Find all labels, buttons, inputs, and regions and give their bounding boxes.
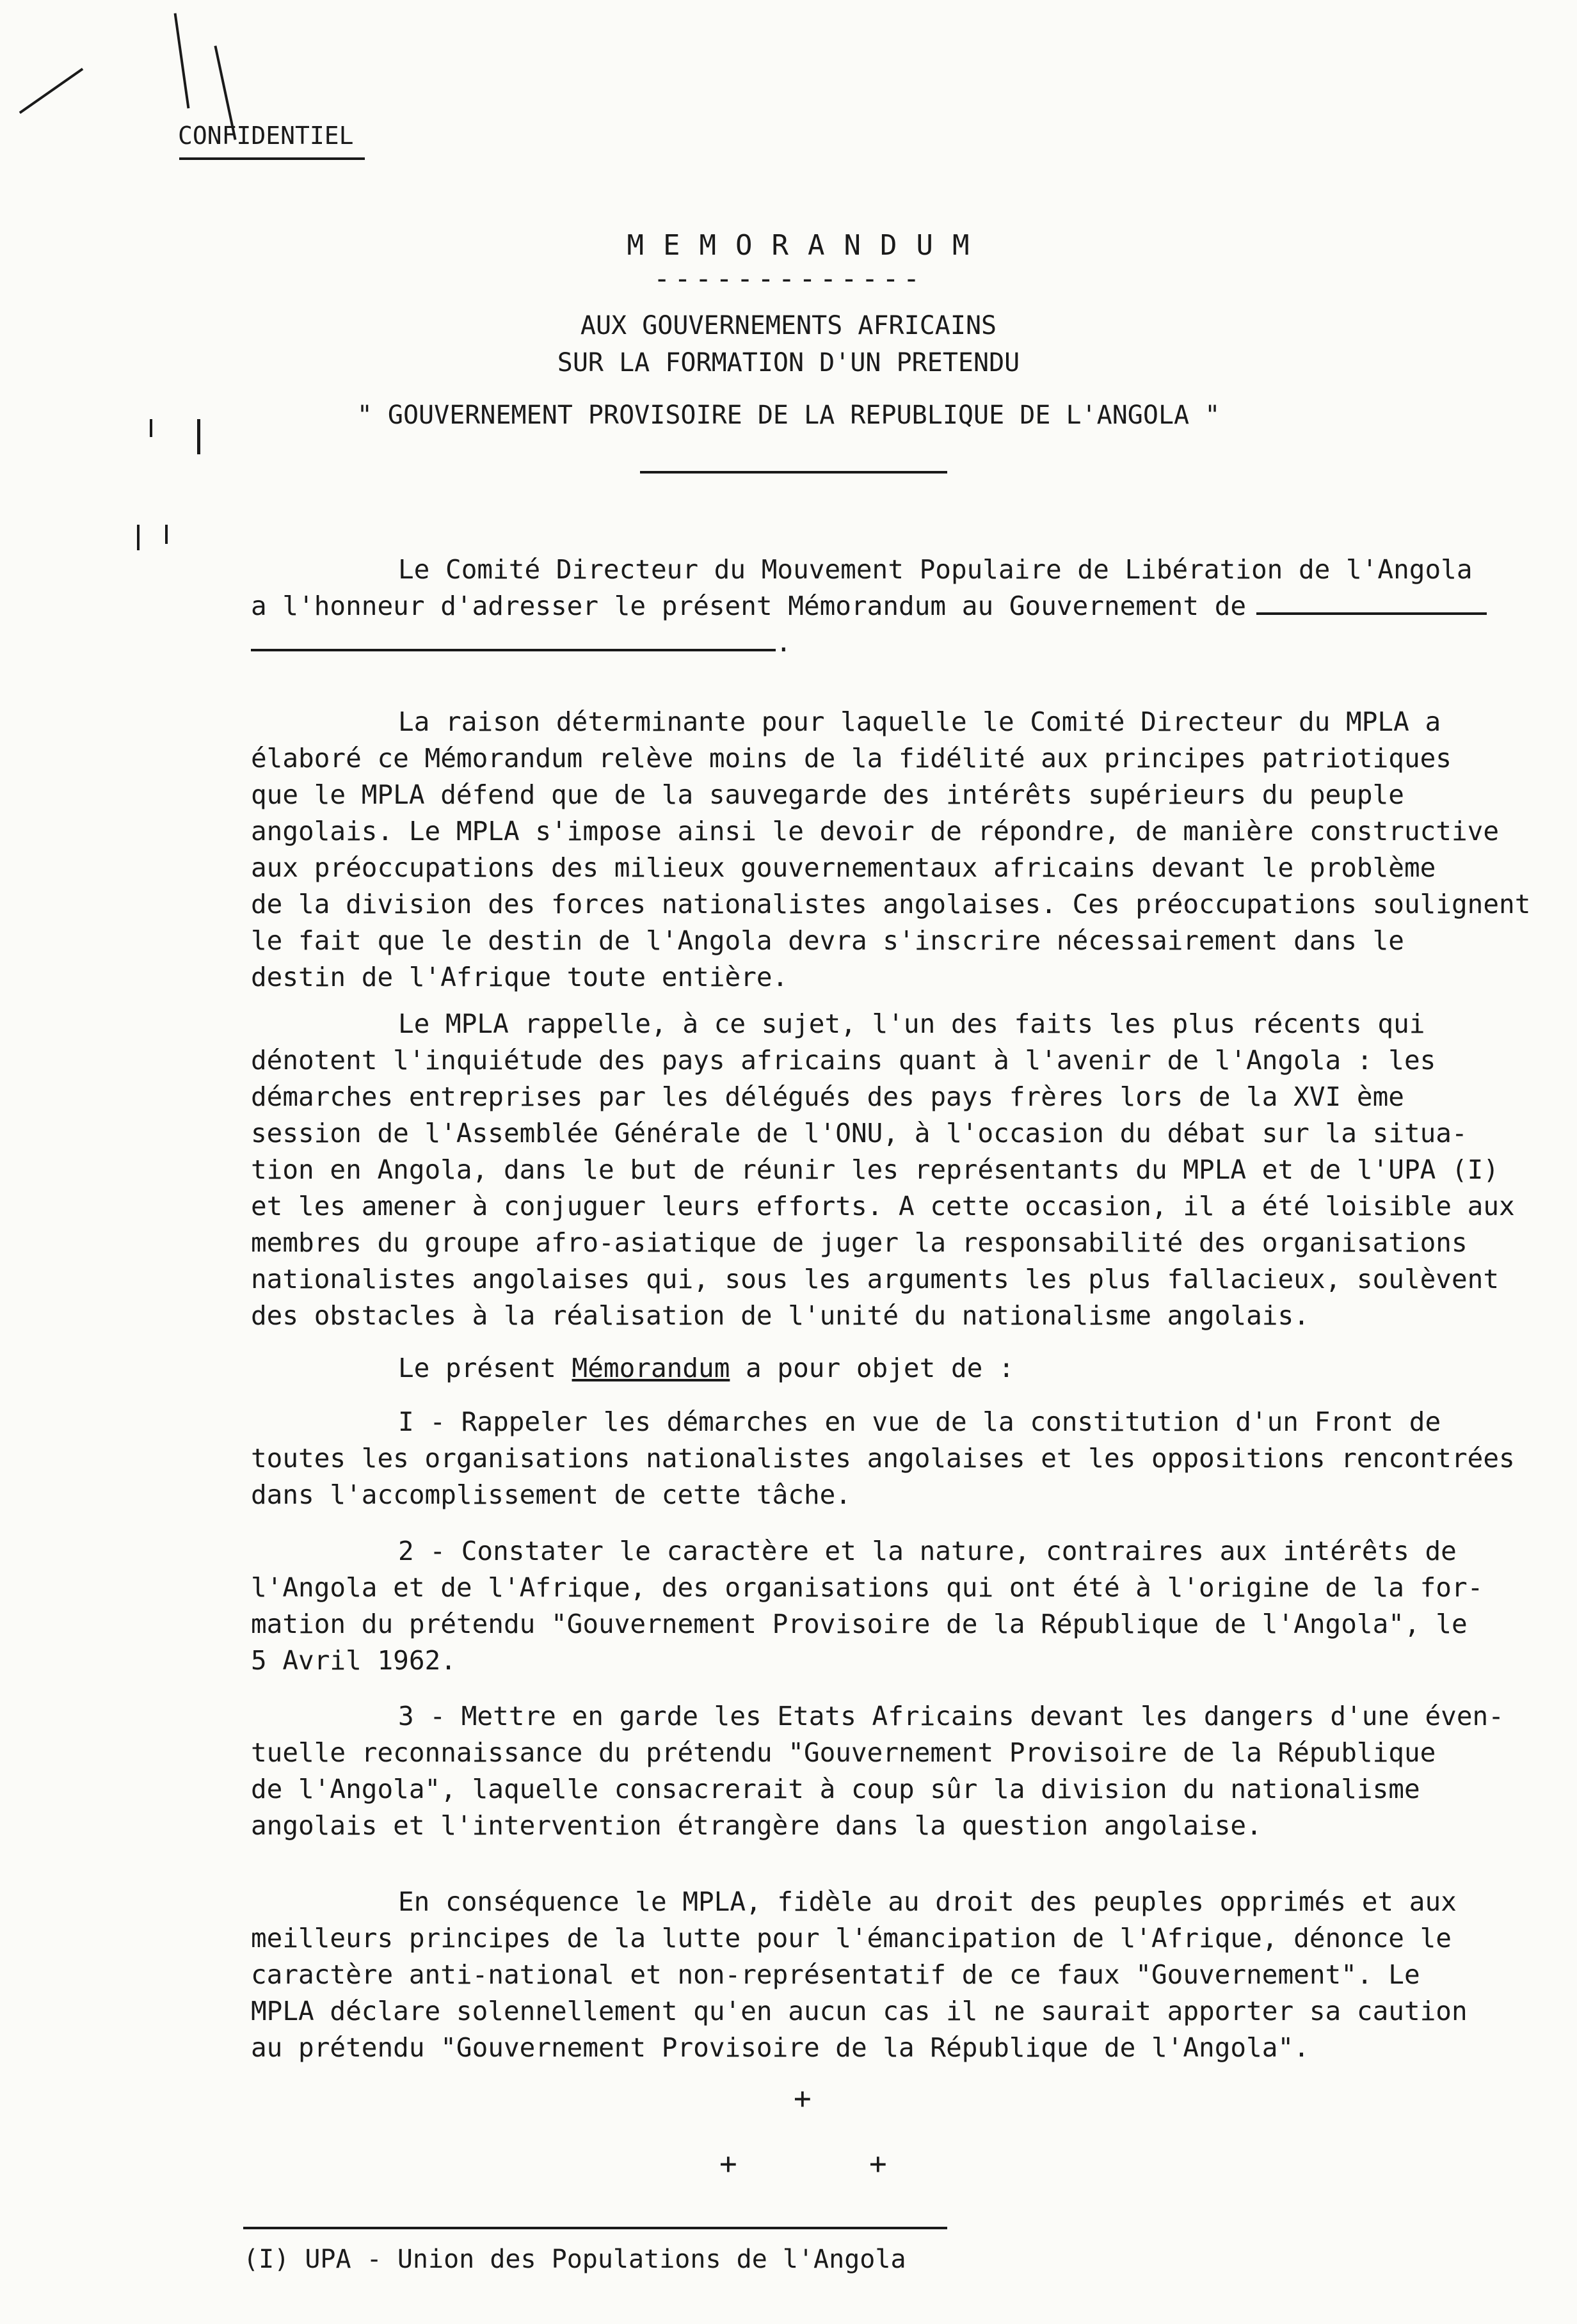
- intro-line: a l'honneur d'adresser le présent Mémorandum au Gouvernement de: [251, 591, 1247, 621]
- text-line: élaboré ce Mémorandum relève moins de la fidélité aux principes patriotiques: [251, 743, 1452, 774]
- objet-line: [251, 1350, 1014, 1387]
- objet-text: Le présent: [398, 1353, 572, 1383]
- margin-stroke: [165, 525, 168, 544]
- text-line: que le MPLA défend que de la sauvegarde des intérêts supérieurs du peuple: [251, 779, 1404, 810]
- blank-line: [1256, 609, 1487, 615]
- margin-stroke: [174, 13, 190, 108]
- text-line: angolais et l'intervention étrangère dans la question angolaise.: [251, 1810, 1262, 1841]
- paragraph-1: [251, 704, 1530, 996]
- text-line: caractère anti-national et non-représentatif de ce faux "Gouvernement". Le: [251, 1959, 1420, 1990]
- title-dashes: -------------: [653, 262, 924, 295]
- text-line: 5 Avril 1962.: [251, 1645, 456, 1676]
- text-line: meilleurs principes de la lutte pour l'émancipation de l'Afrique, dénonce le: [251, 1923, 1452, 1954]
- text-line: le fait que le destin de l'Angola devra s'inscrire nécessairement dans le: [251, 925, 1404, 956]
- text-line: membres du groupe afro-asiatique de juger la responsabilité des organisations: [251, 1227, 1468, 1258]
- text-line: Le MPLA rappelle, à ce sujet, l'un des faits les plus récents qui: [398, 1008, 1425, 1039]
- memorandum-title: MEMORANDUM: [627, 229, 989, 262]
- footnote-rule: [243, 2227, 947, 2229]
- text-line: de la division des forces nationalistes angolaises. Ces préoccupations soulignent: [251, 889, 1531, 919]
- text-line: aux préoccupations des milieux gouvernementaux africains devant le problème: [251, 852, 1436, 883]
- ornament-plus: +: [869, 2146, 887, 2181]
- text-line: mation du prétendu "Gouvernement Provisoire de la République de l'Angola", le: [251, 1609, 1468, 1639]
- text-line: l'Angola et de l'Afrique, des organisations qui ont été à l'origine de la for-: [251, 1572, 1484, 1603]
- text-line: 3 - Mettre en garde les Etats Africains devant les dangers d'une éven-: [398, 1701, 1504, 1731]
- text-line: démarches entreprises par les délégués des pays frères lors de la XVI ème: [251, 1081, 1404, 1112]
- ornament-plus: +: [719, 2146, 737, 2181]
- text-line: de l'Angola", laquelle consacrerait à coup sûr la division du nationalisme: [251, 1774, 1420, 1804]
- text-line: En conséquence le MPLA, fidèle au droit des peuples opprimés et aux: [398, 1886, 1457, 1917]
- subtitle-line-3: " GOUVERNEMENT PROVISOIRE DE LA REPUBLIQUE DE L'ANGOLA ": [356, 401, 1221, 430]
- item-2: [251, 1533, 1483, 1679]
- item-3: [251, 1698, 1504, 1844]
- confidential-underline: [179, 157, 365, 160]
- blank-line: [251, 645, 776, 651]
- text-line: au prétendu "Gouvernement Provisoire de la République de l'Angola".: [251, 2032, 1309, 2063]
- text-line: La raison déterminante pour laquelle le Comité Directeur du MPLA a: [398, 706, 1441, 737]
- paragraph-2: [251, 1006, 1515, 1334]
- text-line: des obstacles à la réalisation de l'unité du nationalisme angolais.: [251, 1300, 1309, 1331]
- memorandum-underlined: Mémorandum: [572, 1353, 730, 1383]
- footnote: (I) UPA - Union des Populations de l'Angola: [243, 2245, 906, 2274]
- text-line: tion en Angola, dans le but de réunir les représentants du MPLA et de l'UPA (I): [251, 1154, 1500, 1185]
- intro-paragraph: Le Comité Directeur du Mouvement Populaire de Libération de l'Angola a l'honneur d'adresser le présent Mémorandum au Gouvernement de .: [251, 552, 1487, 661]
- subtitle-line-1: AUX GOUVERNEMENTS AFRICAINS: [580, 311, 997, 340]
- intro-line: Le Comité Directeur du Mouvement Populaire de Libération de l'Angola: [398, 554, 1473, 585]
- margin-stroke: [137, 525, 140, 550]
- text-line: I - Rappeler les démarches en vue de la constitution d'un Front de: [398, 1406, 1441, 1437]
- conclusion-paragraph: [251, 1884, 1468, 2066]
- text-line: dans l'accomplissement de cette tâche.: [251, 1479, 851, 1510]
- text-line: tuelle reconnaissance du prétendu "Gouvernement Provisoire de la République: [251, 1737, 1436, 1768]
- text-line: nationalistes angolaises qui, sous les arguments les plus fallacieux, soulèvent: [251, 1264, 1500, 1294]
- text-line: destin de l'Afrique toute entière.: [251, 962, 788, 992]
- margin-stroke: [19, 68, 84, 114]
- text-line: dénotent l'inquiétude des pays africains quant à l'avenir de l'Angola : les: [251, 1045, 1436, 1076]
- ornament-plus: +: [794, 2081, 812, 2115]
- confidential-label: CONFIDENTIEL: [178, 122, 354, 150]
- title-rule: [640, 471, 947, 474]
- subtitle-line-2: SUR LA FORMATION D'UN PRETENDU: [557, 348, 1020, 378]
- text-line: et les amener à conjuguer leurs efforts. A cette occasion, il a été loisible aux: [251, 1191, 1515, 1222]
- objet-text: a pour objet de :: [730, 1353, 1014, 1383]
- text-line: 2 - Constater le caractère et la nature, contraires aux intérêts de: [398, 1536, 1457, 1566]
- text-line: toutes les organisations nationalistes angolaises et les oppositions rencontrées: [251, 1443, 1515, 1474]
- text-line: angolais. Le MPLA s'impose ainsi le devoir de répondre, de manière constructive: [251, 816, 1500, 847]
- text-line: session de l'Assemblée Générale de l'ONU, à l'occasion du débat sur la situa-: [251, 1118, 1468, 1149]
- item-1: [251, 1404, 1515, 1513]
- text-line: MPLA déclare solennellement qu'en aucun cas il ne saurait apporter sa caution: [251, 1996, 1468, 2026]
